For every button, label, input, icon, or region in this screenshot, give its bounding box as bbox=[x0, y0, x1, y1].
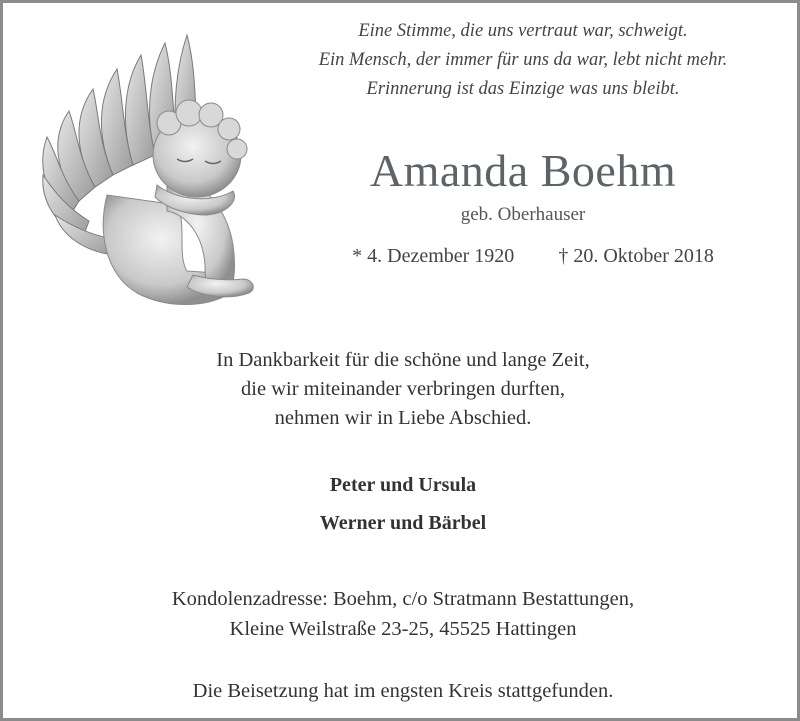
condolence-address bbox=[3, 584, 800, 644]
deceased-name: Amanda Boehm bbox=[369, 145, 677, 196]
death-date: † 20. Oktober 2018 bbox=[558, 245, 714, 267]
poem-verse bbox=[243, 17, 800, 104]
poem-line: Eine Stimme, die uns vertraut war, schweigt. bbox=[358, 21, 688, 41]
mourner-name: Peter und Ursula bbox=[329, 474, 477, 496]
maiden-name: geb. Oberhauser bbox=[460, 204, 586, 225]
poem-line: Ein Mensch, der immer für uns da war, lebt nicht mehr. bbox=[318, 50, 728, 70]
mourners-list bbox=[3, 466, 800, 542]
life-dates bbox=[273, 243, 793, 269]
address-line: Kondolenzadresse: Boehm, c/o Stratmann Bestattungen, bbox=[171, 588, 635, 610]
thanks-line: die wir miteinander verbringen durften, bbox=[241, 378, 565, 400]
thanks-line: nehmen wir in Liebe Abschied. bbox=[274, 407, 532, 429]
burial-note: Die Beisetzung hat im engsten Kreis stattgefunden. bbox=[192, 680, 614, 702]
mourner-name: Werner und Bärbel bbox=[319, 512, 487, 534]
thanks-text bbox=[3, 346, 800, 433]
cherub-angel-image bbox=[37, 25, 261, 317]
address-line: Kleine Weilstraße 23-25, 45525 Hattingen bbox=[229, 618, 577, 640]
poem-line: Erinnerung ist das Einzige was uns bleibt. bbox=[366, 79, 680, 99]
thanks-line: In Dankbarkeit für die schöne und lange Zeit, bbox=[216, 349, 590, 371]
birth-date: * 4. Dezember 1920 bbox=[352, 245, 515, 267]
